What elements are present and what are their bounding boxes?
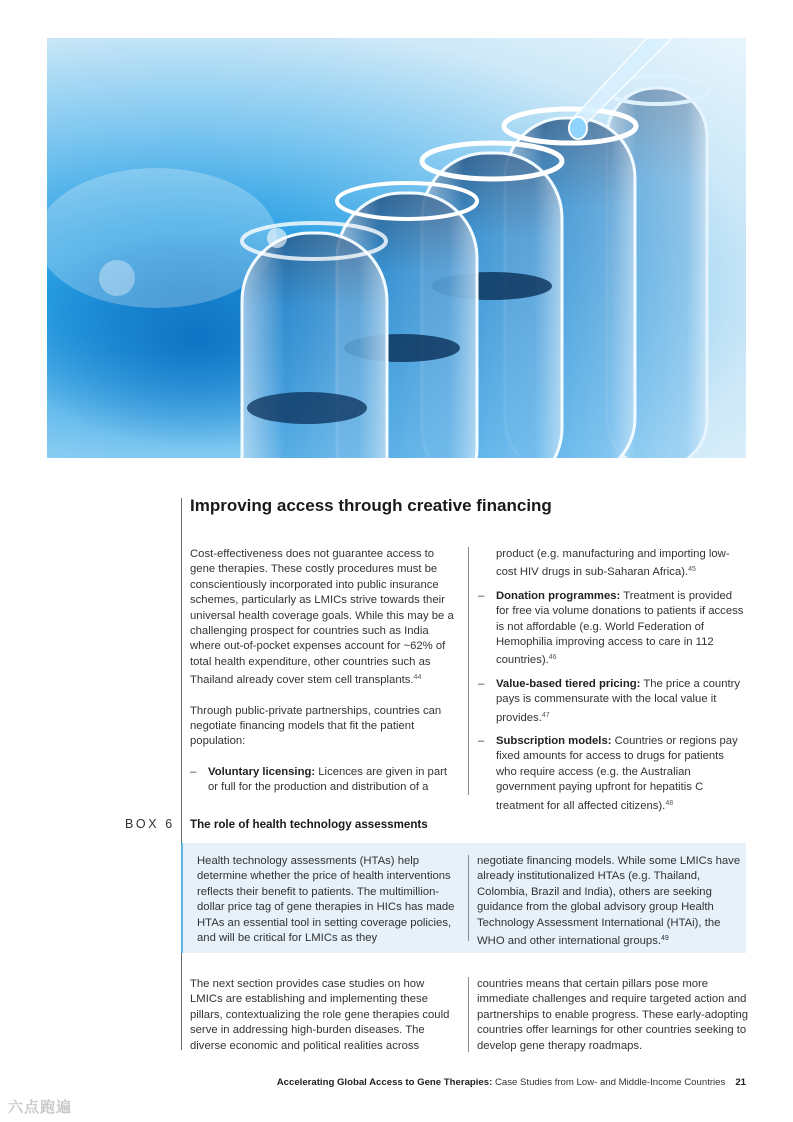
footnote-ref: 46 bbox=[548, 654, 557, 662]
list-item: – Voluntary licensing: Licences are given in part or full for the production and distribution of a bbox=[190, 765, 448, 794]
box-left-text: Health technology assessments (HTAs) help determine whether the price of health interventions reflects their benefit to patients. The multimillion-dollar price tag of gene therapies in HICs has made HTAs an essential tool in setting coverage policies, and will be critical for LMICs as they bbox=[197, 855, 455, 945]
bullet-label: Voluntary licensing: bbox=[208, 765, 316, 778]
watermark: 六点跑遍 bbox=[8, 1099, 73, 1116]
footnote-ref: 47 bbox=[541, 711, 550, 719]
dash: – bbox=[190, 765, 197, 778]
list-item: – Value-based tiered pricing: The price a country pays is commensurate with the local value it provides.$^{47}$ bbox=[478, 677, 741, 724]
page-number: 21 bbox=[735, 1077, 746, 1088]
bottom-column-divider bbox=[468, 977, 469, 1052]
footnote-ref: 44 bbox=[413, 674, 422, 682]
paragraph: Cost-effectiveness does not guarantee access to gene therapies. These costly procedures must be conscientiously incorporated into public insurance schemes, particularly as LMICs strive towards their universal health coverage goals. While this may be a challenging prospect for countries such as India where out-of-pocket expenses account for ~62% of total health expenditure, other countries such as Thailand already cover stem cell transplants.$^{44}$ bbox=[190, 548, 454, 687]
list-item-continued: product (e.g. manufacturing and importing low-cost HIV drugs in sub-Saharan Africa).$^{45}$ bbox=[496, 548, 730, 579]
list-item: – Donation programmes: Treatment is provided for free via volume donations to patients if access is not affordable (e.g. World Federation of Hemophilia improving access to care in 112 countries).$^{46}$ bbox=[478, 589, 744, 667]
column-divider bbox=[468, 547, 469, 795]
section-rule bbox=[181, 498, 182, 1050]
dash: – bbox=[478, 677, 485, 690]
right-column bbox=[478, 547, 746, 822]
footnote-ref: 49 bbox=[661, 935, 669, 943]
bottom-left-text: The next section provides case studies on how LMICs are establishing and implementing these pillars, contextualizing the role gene therapies could serve in addressing high-burden diseases. The diverse economic and political realities across bbox=[190, 978, 450, 1052]
footnote-ref: 45 bbox=[688, 566, 696, 574]
footer-title: Case Studies from Low- and Middle-Income Countries bbox=[492, 1077, 726, 1088]
list-item: – Subscription models: Countries or regions pay fixed amounts for access to drugs for patients who require access (e.g. the Australian government paying upfront for hepatitis C treatment for all affected citizens).$^{48}$ bbox=[478, 735, 738, 812]
bullet-label: Value-based tiered pricing: bbox=[496, 677, 641, 690]
bullet-label: Donation programmes: bbox=[496, 589, 621, 602]
page-footer bbox=[277, 1077, 746, 1088]
hero-image bbox=[47, 38, 746, 458]
dash: – bbox=[478, 589, 485, 602]
footer-title-bold: Accelerating Global Access to Gene Therapies: bbox=[276, 1077, 493, 1088]
box-column-divider bbox=[468, 855, 469, 941]
box-label: BOX 6 bbox=[125, 817, 175, 831]
bottom-right-text: countries means that certain pillars pose more immediate challenges and require targeted action and partnerships to enable progress. These early-adopting countries offer learnings for other countries seeking to develop gene therapy roadmaps. bbox=[477, 978, 749, 1052]
box-title: The role of health technology assessments bbox=[190, 818, 428, 831]
dash: – bbox=[478, 735, 485, 748]
box-right-text: negotiate financing models. While some LMICs have already institutionalized HTAs (e.g. Thailand, Colombia, Brazil and India), others are seeking guidance from the global advisory group Health Technology Assessment International (HTAi), the WHO and other international groups.$^{49}$ bbox=[477, 855, 741, 948]
paragraph: Through public-private partnerships, countries can negotiate financing models that fit the patient population: bbox=[190, 704, 442, 748]
section-title: Improving access through creative financing bbox=[190, 496, 552, 515]
left-column bbox=[190, 547, 458, 804]
bullet-label: Subscription models: bbox=[496, 735, 612, 748]
footnote-ref: 48 bbox=[665, 799, 674, 807]
